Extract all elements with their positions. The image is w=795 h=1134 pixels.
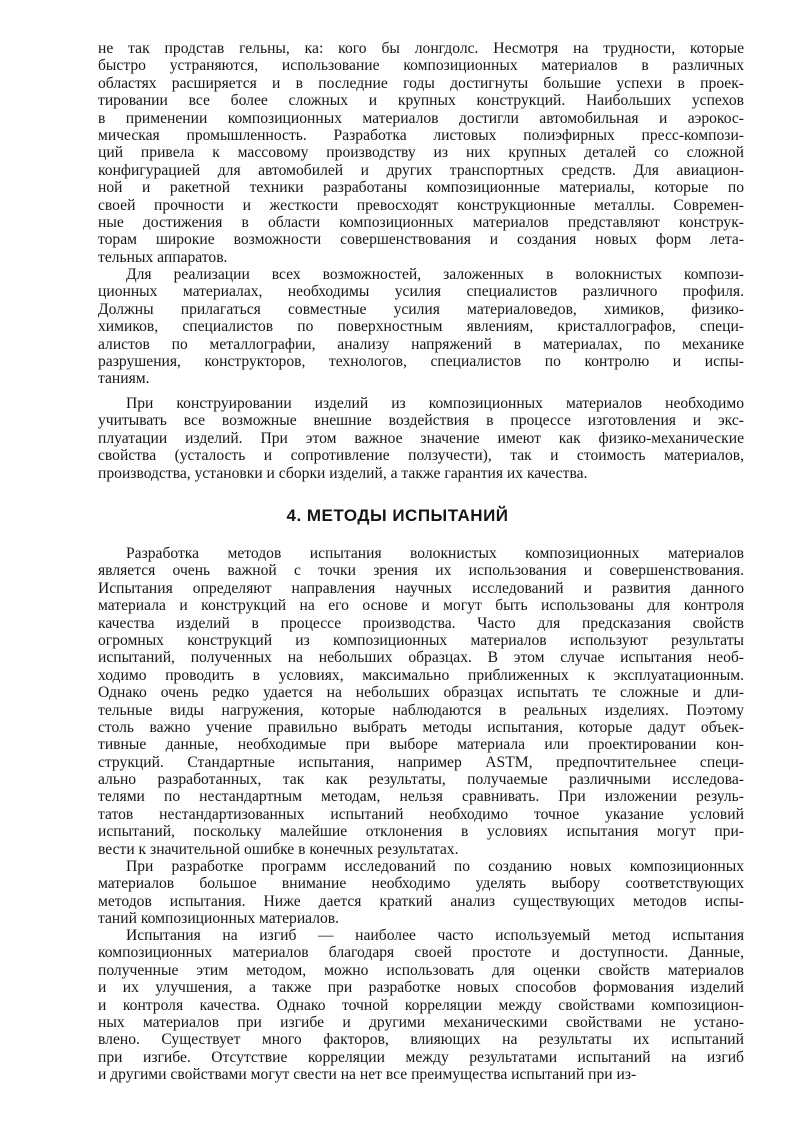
text-line: торам широкие возможности совершенствования и создания новых форм лета- [98,231,744,249]
text-line: огромных конструкций из композиционных материалов используют результаты [98,631,744,649]
text-line: ной и ракетной техники разработаны композиционные материалы, которые по [98,179,744,197]
text-line: Должны прилагаться совместные усилия материаловедов, химиков, физико- [98,300,744,318]
text-line: является очень важной с точки зрения их использования и совершенствования. [98,562,744,580]
text-line: тельных аппаратов. [98,248,228,266]
text-line: областях расширяется и в последние годы достигнуты большие успехи в проек- [98,74,744,92]
text-line: таний композиционных материалов. [98,910,340,928]
paragraph [98,545,744,858]
text-line: тивные данные, необходимые при выборе материала или проектировании кон- [98,736,744,754]
text-line: Разработка методов испытания волокнистых композиционных материалов [126,545,744,562]
text-line: Для реализации всех возможностей, заложенных в волокнистых компози- [126,266,744,283]
text-line: конфигурацией для автомобилей и других транспортных средств. Для авиацион- [98,161,744,179]
text-line: методов испытания. Ниже дается краткий анализ существующих методов испы- [98,892,744,910]
text-line: при изгибе. Отсутствие корреляции между результатами испытаний на изгиб [98,1048,744,1066]
text-line: вести к значительной ошибке в конечных результатах. [98,840,459,858]
text-line: ходимо проводить в условиях, максимально приближенных к эксплуатационным. [98,666,744,684]
text-line: разрушения, конструкторов, технологов, специалистов по контролю и испы- [98,352,744,370]
text-line: химиков, специалистов по поверхностным явлениям, кристаллографов, специ- [98,318,744,336]
text-line: татов нестандартизованных испытаний необходимо точное указание условий [98,805,744,823]
text-line: столь важно учение правильно выбрать методы испытания, которые дадут объек- [98,718,744,736]
paragraph [98,927,744,1084]
text-line: учитывать все возможные внешние воздействия в процессе изготовления и экс- [98,412,744,430]
text-line: испытаний, поскольку малейшие отклонения в условиях испытания могут при- [98,823,744,841]
text-line: материалов большое внимание необходимо уделять выбору соответствующих [98,875,744,893]
section-heading: 4. МЕТОДЫ ИСПЫТАНИЙ [286,506,509,525]
text-line: Испытания на изгиб — наиболее часто используемый метод испытания [126,927,744,944]
text-line: таниям. [98,370,150,388]
text-line: тировании все более сложных и крупных конструкций. Наибольших успехов [98,92,744,110]
text-line: влено. Существует много факторов, влияющих на результаты их испытаний [98,1031,744,1049]
text-line: быстро устраняются, использование композиционных материалов в различных [98,57,744,75]
text-line: струкций. Стандартные испытания, например ASTM, предпочтительнее специ- [98,753,744,771]
text-line: плуатации изделий. При этом важное значение имеют как физико-механические [98,429,744,447]
paragraph [98,858,744,928]
text-line: производства, установки и сборки изделий, а также гарантия их качества. [98,464,588,482]
text-line: и контроля качества. Однако точной корреляции между свойствами композицион- [98,996,744,1014]
text-line: не так продстав гельны, ка: кого бы лонгдолс. Несмотря на трудности, которые [98,40,744,57]
paragraph [98,40,744,266]
text-line: При конструировании изделий из композиционных материалов необходимо [126,395,744,412]
text-line: материала и конструкций на его основе и могут быть использованы для контроля [98,597,744,615]
text-line: свойства (усталость и сопротивление ползучести), так и стоимость материалов, [98,447,744,465]
text-line: Испытания определяют направления научных исследований и развития данного [98,579,744,597]
text-line: в применении композиционных материалов достигли автомобильная и аэрокос- [98,109,744,127]
text-line: тельные виды нагружения, которые наблюдаются в реальных изделиях. Поэтому [98,701,744,719]
text-line: Однако очень редко удается на небольших образцах испытать те сложные и дли- [98,684,744,702]
text-line: ально разработанных, так как результаты, получаемые различными исследова- [98,771,744,789]
text-line: ций привела к массовому производству из них крупных деталей со сложной [98,144,744,162]
text-line: композиционных материалов благодаря своей простоте и доступности. Данные, [98,944,744,962]
text-line: ных материалов при изгибе и другими механическими свойствами не устано- [98,1013,744,1031]
text-line: телями по нестандартным методам, нельзя сравнивать. При изложении резуль- [98,788,744,806]
text-line: качества изделий в процессе производства. Часто для предсказания свойств [98,614,744,632]
text-line: своей прочности и жесткости превосходят конструкционные металлы. Современ- [98,196,744,214]
text-line: полученные этим методом, можно использовать для оценки свойств материалов [98,961,744,979]
text-line: ционных материалах, необходимы усилия специалистов различного профиля. [98,283,744,301]
paragraph [98,395,744,482]
text-line: алистов по металлографии, анализу напряжений в материалах, по механике [98,335,744,353]
text-line: и другими свойствами могут свести на нет все преимущества испытаний при из- [98,1066,637,1084]
text-line: При разработке программ исследований по созданию новых композиционных [126,858,744,875]
text-line: мическая промышленность. Разработка листовых полиэфирных пресс-компози- [98,126,744,144]
text-line: и их улучшения, а также при разработке новых способов формования изделий [98,979,744,997]
paragraph [98,266,744,388]
text-line: ные достижения в области композиционных материалов представляют конструк- [98,213,744,231]
text-line: испытаний, полученных на небольших образцах. В этом случае испытания необ- [98,649,744,667]
